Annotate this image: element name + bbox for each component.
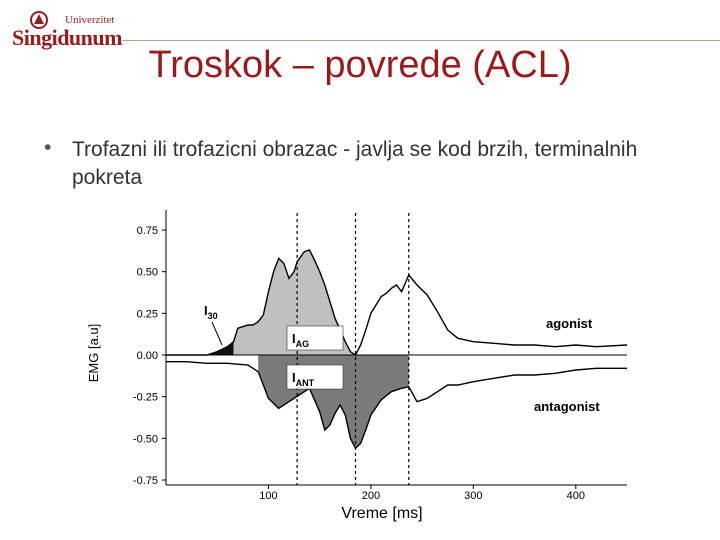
iag-label-sub: AG (295, 339, 310, 349)
i30-arrow (212, 322, 222, 345)
x-tick-label: 200 (361, 490, 381, 502)
bullet-text: Trofazni ili trofazicni obrazac - javlja se kod brzih, terminalnih pokreta (72, 138, 638, 189)
header-divider (122, 40, 720, 41)
y-tick-label: -0.75 (132, 475, 158, 487)
iant-label-sub: ANT (295, 378, 315, 388)
emg-chart (82, 205, 642, 525)
y-tick-label: -0.50 (132, 433, 158, 446)
i30-label-main: I (204, 303, 208, 318)
y-tick-label: 0.50 (136, 266, 158, 279)
logo-university-label: Univerzitet (65, 14, 115, 26)
slide-title: Troskok – povrede (ACL) (148, 44, 572, 86)
x-tick-label: 100 (259, 490, 278, 502)
y-ticks (133, 225, 166, 487)
y-tick-label: 0.00 (136, 350, 158, 362)
logo-name: Singidunum (12, 25, 122, 50)
i30-label-sub: 30 (207, 311, 218, 321)
iant-label-main: I (292, 370, 296, 385)
y-tick-label: -0.25 (132, 391, 158, 404)
y-tick-label: 0.25 (136, 308, 158, 321)
iag-label-main: I (292, 331, 296, 346)
y-axis-label: EMG [a.u] (86, 323, 101, 383)
bullet-marker: • (44, 136, 52, 159)
x-axis-label: Vreme [ms] (341, 505, 423, 522)
y-tick-label: 0.75 (136, 225, 158, 237)
series-label-antagonist: antagonist (534, 399, 600, 414)
series-label-agonist: agonist (546, 316, 593, 331)
x-tick-label: 400 (566, 490, 585, 502)
x-tick-label: 300 (464, 490, 483, 502)
x-ticks (259, 485, 585, 502)
i30-label (204, 303, 218, 321)
